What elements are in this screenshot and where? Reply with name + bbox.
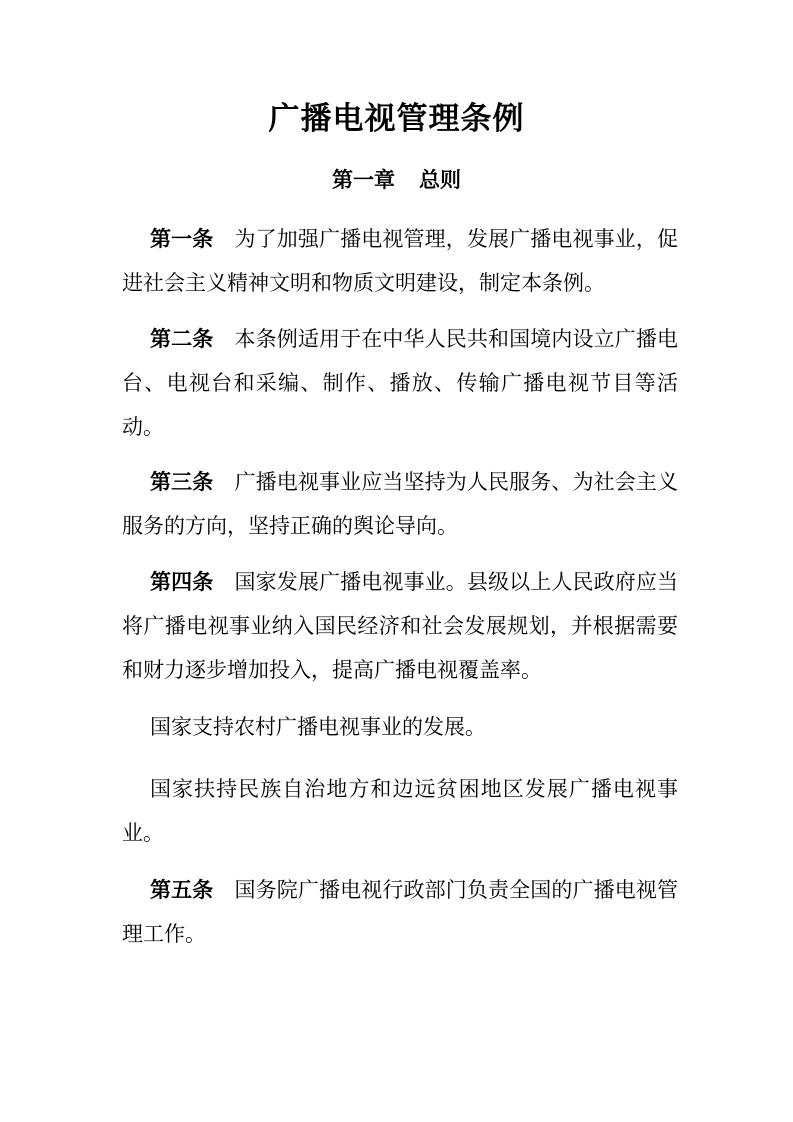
article-4-text-2: 国家支持农村广播电视事业的发展。 [150, 715, 486, 739]
article-3-label: 第三条 [150, 469, 214, 494]
article-5-text: 国务院广播电视行政部门负责全国的广播电视管理工作。 [122, 878, 678, 946]
article-2-text: 本条例适用于在中华人民共和国境内设立广播电台、电视台和采编、制作、播放、传输广播电视节目等活动。 [122, 327, 678, 439]
chapter-number: 第一章 [332, 167, 395, 192]
article-1-paragraph [122, 217, 678, 305]
article-4-paragraph [122, 560, 678, 692]
article-1-label: 第一条 [150, 226, 214, 251]
article-4-text: 国家发展广播电视事业。县级以上人民政府应当将广播电视事业纳入国民经济和社会发展规划，并根据需要和财力逐步增加投入，提高广播电视覆盖率。 [122, 570, 678, 682]
article-4-label: 第四条 [150, 569, 214, 594]
chapter-name: 总则 [419, 167, 461, 192]
article-5-paragraph [122, 868, 678, 956]
article-1-text: 为了加强广播电视管理，发展广播电视事业，促进社会主义精神文明和物质文明建设，制定本条例。 [122, 227, 678, 295]
chapter-heading [0, 160, 793, 200]
article-2-label: 第二条 [150, 326, 214, 351]
article-3-text: 广播电视事业应当坚持为人民服务、为社会主义服务的方向，坚持正确的舆论导向。 [122, 470, 678, 538]
article-4-paragraph-3 [122, 767, 678, 855]
article-4-text-3: 国家扶持民族自治地方和边远贫困地区发展广播电视事业。 [122, 777, 678, 845]
document-title: 广播电视管理条例 [268, 101, 525, 137]
article-3-paragraph [122, 460, 678, 548]
article-2-paragraph [122, 317, 678, 449]
article-4-paragraph-2 [122, 705, 678, 749]
article-5-label: 第五条 [150, 877, 214, 902]
